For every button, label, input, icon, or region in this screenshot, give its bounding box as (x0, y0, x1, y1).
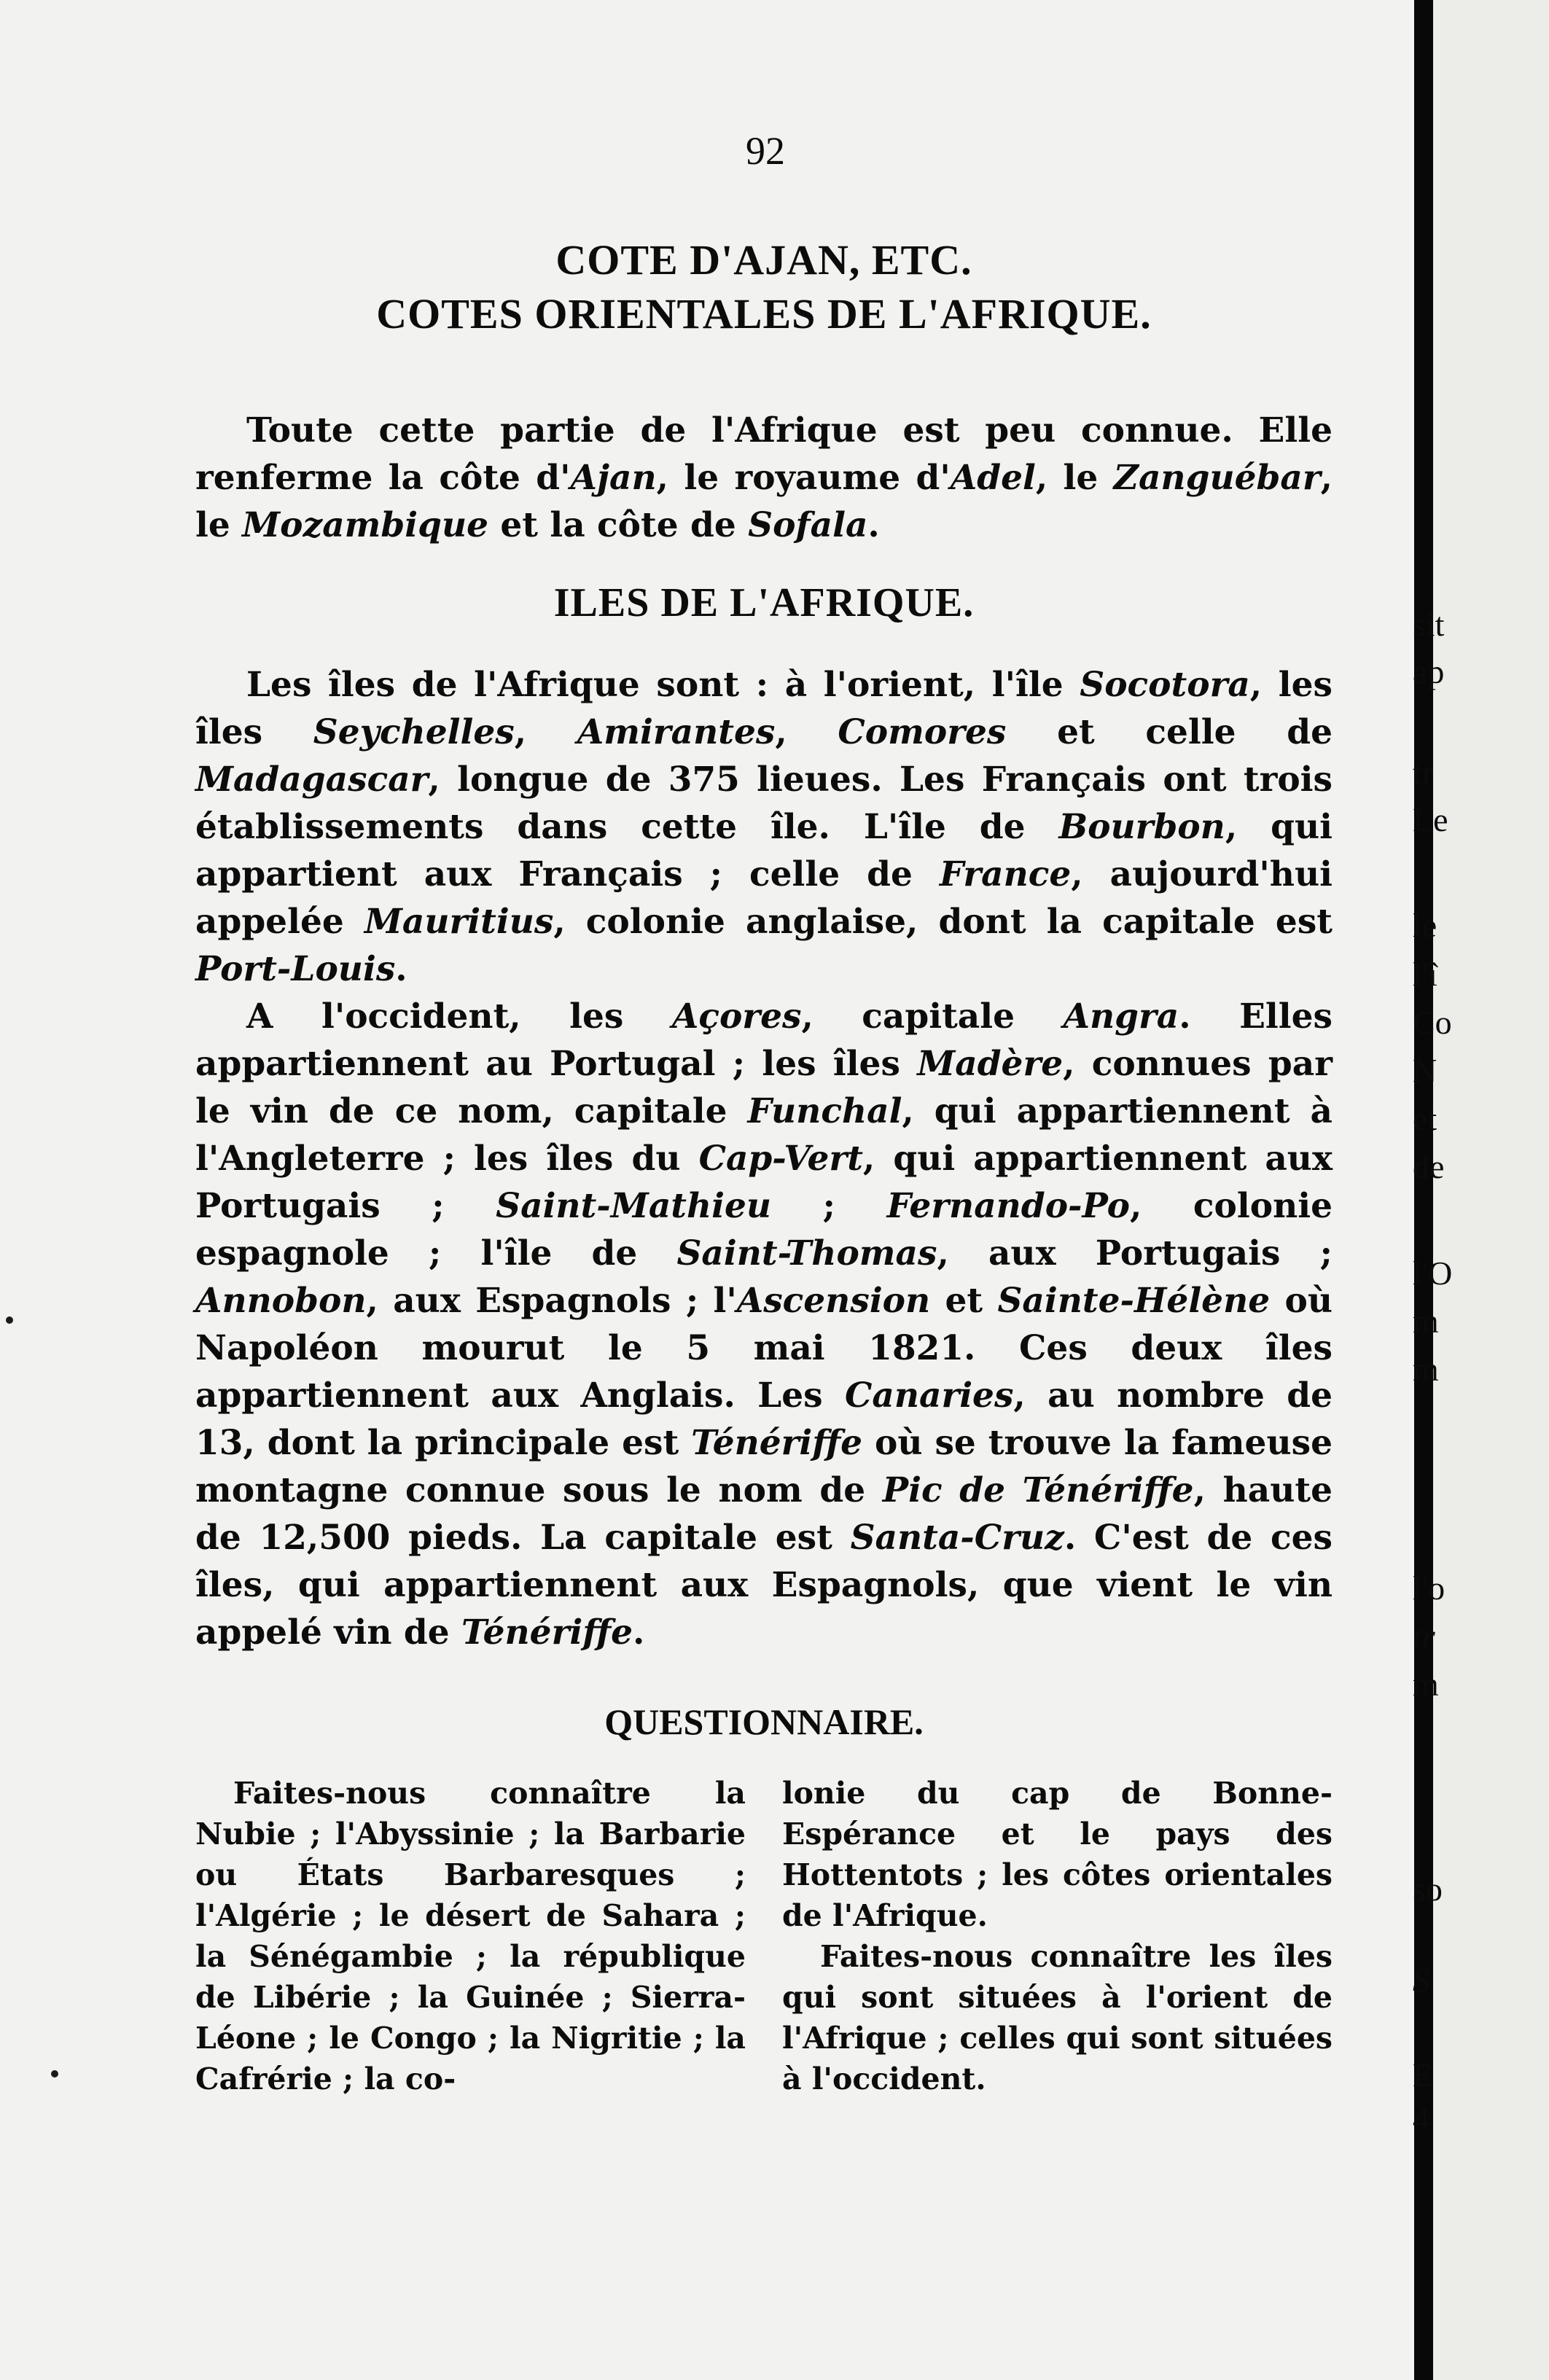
question-text: Faites-nous connaître les îles qui sont situées à l'orient de l'Afrique ; celles qui sont situées à l'occident. (782, 1939, 1333, 2096)
adjacent-page-fragment: l'î (1413, 956, 1437, 993)
adjacent-page-fragment: l'O (1413, 1255, 1453, 1292)
adjacent-page-fragment: Le (1413, 801, 1448, 838)
adjacent-page-fragment: m (1413, 1666, 1439, 1703)
questionnaire-heading: QUESTIONNAIRE. (604, 1701, 924, 1742)
adjacent-page-fragment: sit (1413, 606, 1445, 643)
adjacent-page-fragment: et (1413, 1100, 1437, 1137)
intro-paragraph: Toute cette partie de l'Afrique est peu connue. Elle renferme la côte d'Ajan, le royaume d'Adel, le Zanguébar, le Mozambique et la côte de Sofala. (195, 410, 1333, 545)
questionnaire-right-column (782, 1773, 1333, 2099)
section-title: COTE D'AJAN, ETC. (555, 236, 972, 284)
adjacent-page-edge (1413, 0, 1549, 2380)
adjacent-page-fragment: Co (1413, 1004, 1452, 1041)
page-number: 92 (746, 129, 785, 173)
orient-paragraph: Les îles de l'Afrique sont : à l'orient, l'île Socotora, les îles Seychelles, Amirantes, Comores et celle de Madagascar, longue de 375 lieues. Les Français ont trois établissements dans cette île. L'île de Bourbon, qui appartient aux Français ; celle de France, aujourd'hui appelée Mauritius, colonie anglaise, dont la capitale est Port-Louis. (195, 665, 1333, 989)
adjacent-page-fragment: m (1413, 1351, 1439, 1388)
print-speck (51, 2070, 58, 2077)
adjacent-page-fragment: N (1413, 1052, 1437, 1089)
adjacent-page-fragment: le (1413, 907, 1437, 944)
questionnaire-columns (195, 1773, 1333, 2099)
adjacent-page-fragment: ap (1413, 653, 1445, 690)
adjacent-page-fragment: E (1413, 2056, 1434, 2094)
occident-paragraph: A l'occident, les Açores, capitale Angra. Elles appartiennent au Portugal ; les îles Madère, connues par le vin de ce nom, capitale Funchal, qui appartiennent à l'Angleterre ; les îles du Cap-Vert, qui appartiennent aux Portugais ; Saint-Mathieu ; Fernando-Po, colonie espagnole ; l'île de Saint-Thomas, aux Portugais ; Annobon, aux Espagnols ; l'Ascension et Sainte-Hélène où Napoléon mourut le 5 mai 1821. Ces deux îles appartiennent aux Anglais. Les Canaries, au nombre de 13, dont la principale est Ténériffe où se trouve la fameuse montagne connue sous le nom de Pic de Ténériffe, haute de 12,500 pieds. La capitale est Santa-Cruz. C'est de ces îles, qui appartiennent aux Espagnols, que vient le vin appelé vin de Ténériffe. (195, 996, 1333, 1653)
questionnaire-left-column (195, 1773, 746, 2099)
adjacent-page-fragment: 4 (1413, 2100, 1429, 2137)
section-subtitle: COTES ORIENTALES DE L'AFRIQUE. (376, 290, 1152, 338)
adjacent-page-fragment: so (1413, 1870, 1443, 1908)
page-content (195, 233, 1333, 2099)
book-gutter (1414, 0, 1433, 2380)
adjacent-page-fragment: S (1413, 1962, 1429, 1999)
adjacent-page-fragment: tr (1413, 754, 1434, 791)
islands-heading: ILES DE L'AFRIQUE. (553, 580, 975, 625)
question-text: Faites-nous connaître la Nubie ; l'Abyssinie ; la Barbarie ou États Barbaresques ; l'Algérie ; le désert de Sahara ; la Sénégambie ; la république de Libérie ; la Guinée ; Sierra-Léone ; le Congo ; la Nigritie ; la Cafrérie ; la co- (195, 1776, 746, 2096)
adjacent-page-fragment: l'o (1413, 1569, 1445, 1607)
adjacent-page-fragment: tr (1413, 1618, 1435, 1655)
adjacent-page-fragment: m (1413, 1303, 1439, 1340)
question-text: lonie du cap de Bonne-Espérance et le pays des Hottentots ; les côtes orientales de l'Afrique. (782, 1776, 1333, 1933)
print-speck (6, 1316, 13, 1324)
adjacent-page-fragment: de (1413, 1148, 1445, 1185)
